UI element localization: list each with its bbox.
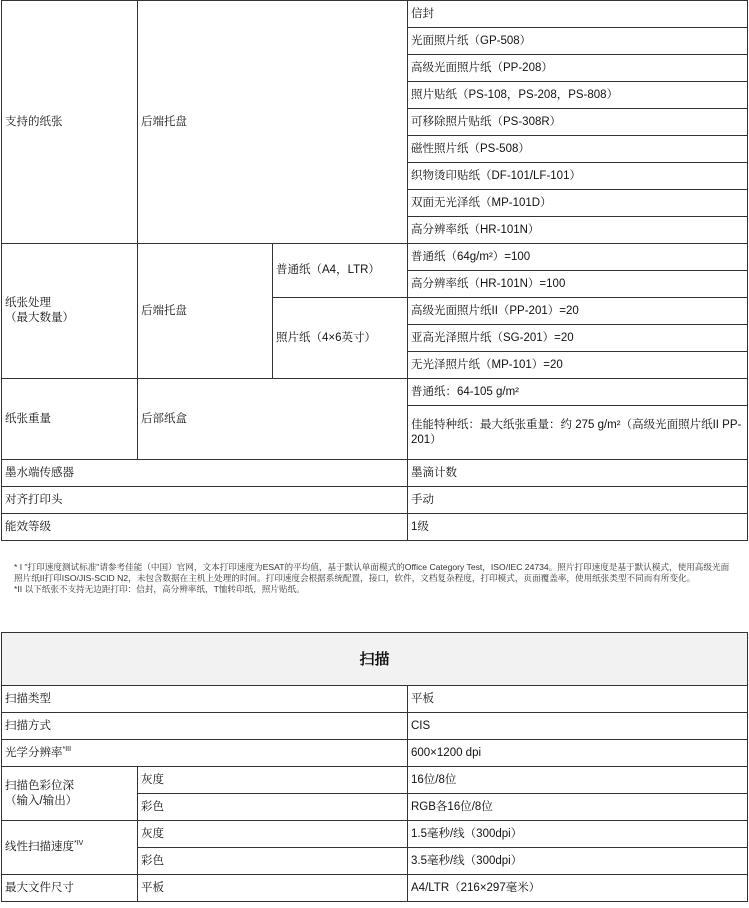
line-speed-color-value: 3.5毫秒/线（300dpi） <box>408 848 748 875</box>
supported-paper-item: 高级光面照片纸（PP-208） <box>408 55 748 82</box>
footnote-1: * I "打印速度测试标准"请参考佳能（中国）官网，文本打印速度为ESAT的平均值，基于默认单面模式的Office Category Test，ISO/IEC 24734。照片打印速度是基于默认模式，使用高级光面照片纸II打印ISO/JIS-SCID N2，未包含数据在主机上处理的时间。打印速度会根据系统配置，接口，软件，文档复杂程度，打印模式，页面覆盖率，使用纸张类型不同而有所变化。 <box>14 562 730 583</box>
color-depth-label-line2: （输入/输出） <box>5 794 78 807</box>
max-file-sub: 平板 <box>138 875 408 902</box>
scan-section-title: 扫描 <box>2 633 748 686</box>
paper-weight-special: 佳能特种纸：最大纸张重量：约 275 g/m²（高级光面照片纸II PP-201） <box>408 406 748 460</box>
color-depth-gray-value: 16位/8位 <box>408 767 748 794</box>
line-speed-gray-label: 灰度 <box>138 821 408 848</box>
supported-paper-item: 照片贴纸（PS-108，PS-208，PS-808） <box>408 82 748 109</box>
ink-sensor-value: 墨滴计数 <box>408 460 748 487</box>
paper-handling-source: 后端托盘 <box>138 244 273 379</box>
color-depth-color-value: RGB各16位/8位 <box>408 794 748 821</box>
supported-paper-item: 信封 <box>408 1 748 28</box>
supported-paper-item: 磁性照片纸（PS-508） <box>408 136 748 163</box>
head-align-value: 手动 <box>408 487 748 514</box>
optical-resolution-value: 600×1200 dpi <box>408 740 748 767</box>
line-speed-color-label: 彩色 <box>138 848 408 875</box>
photo-paper-size: 照片纸（4×6英寸） <box>273 298 408 379</box>
color-depth-gray-label: 灰度 <box>138 767 408 794</box>
paper-handling-label-line1: 纸张处理 <box>5 297 51 309</box>
supported-paper-item: 双面无光泽纸（MP-101D） <box>408 190 748 217</box>
optical-resolution-text: 光学分辨率 <box>5 746 63 759</box>
color-depth-color-label: 彩色 <box>138 794 408 821</box>
paper-capacity-item: 亚高光泽照片纸（SG-201）=20 <box>408 325 748 352</box>
paper-weight-source: 后部纸盒 <box>138 379 408 460</box>
supported-paper-item: 织物烫印贴纸（DF-101/LF-101） <box>408 163 748 190</box>
plain-paper-size: 普通纸（A4，LTR） <box>273 244 408 298</box>
supported-paper-item: 可移除照片贴纸（PS-308R） <box>408 109 748 136</box>
supported-paper-item: 高分辨率纸（HR-101N） <box>408 217 748 244</box>
scan-method-label: 扫描方式 <box>2 713 408 740</box>
line-speed-gray-value: 1.5毫秒/线（300dpi） <box>408 821 748 848</box>
footnotes <box>14 562 732 595</box>
supported-paper-source: 后端托盘 <box>138 1 408 244</box>
energy-value: 1级 <box>408 514 748 541</box>
supported-paper-label: 支持的纸张 <box>2 1 138 244</box>
line-speed-note: *IV <box>74 840 84 848</box>
color-depth-label <box>2 767 138 821</box>
optical-resolution-label <box>2 740 408 767</box>
paper-weight-label: 纸张重量 <box>2 379 138 460</box>
max-file-value: A4/LTR（216×297毫米） <box>408 875 748 902</box>
scan-type-label: 扫描类型 <box>2 686 408 713</box>
print-spec-table <box>1 0 748 541</box>
scan-method-value: CIS <box>408 713 748 740</box>
paper-weight-plain: 普通纸：64-105 g/m² <box>408 379 748 406</box>
energy-label: 能效等级 <box>2 514 408 541</box>
head-align-label: 对齐打印头 <box>2 487 408 514</box>
paper-capacity-item: 高级光面照片纸II（PP-201）=20 <box>408 298 748 325</box>
ink-sensor-label: 墨水端传感器 <box>2 460 408 487</box>
line-speed-label <box>2 821 138 875</box>
footnote-2: *II 以下纸张不支持无边距打印：信封，高分辨率纸，T恤转印纸，照片贴纸。 <box>14 584 305 594</box>
optical-resolution-note: *III <box>62 745 72 753</box>
paper-handling-label-line2: （最大数量） <box>5 312 74 324</box>
paper-handling-label <box>2 244 138 379</box>
supported-paper-item: 光面照片纸（GP-508） <box>408 28 748 55</box>
line-speed-text: 线性扫描速度 <box>5 841 74 853</box>
paper-capacity-item: 无光泽照片纸（MP-101）=20 <box>408 352 748 379</box>
paper-capacity-item: 普通纸（64g/m²）=100 <box>408 244 748 271</box>
scan-spec-table <box>1 632 748 902</box>
color-depth-label-line1: 扫描色彩位深 <box>5 779 74 792</box>
paper-capacity-item: 高分辨率纸（HR-101N）=100 <box>408 271 748 298</box>
max-file-label: 最大文件尺寸 <box>2 875 138 902</box>
scan-type-value: 平板 <box>408 686 748 713</box>
